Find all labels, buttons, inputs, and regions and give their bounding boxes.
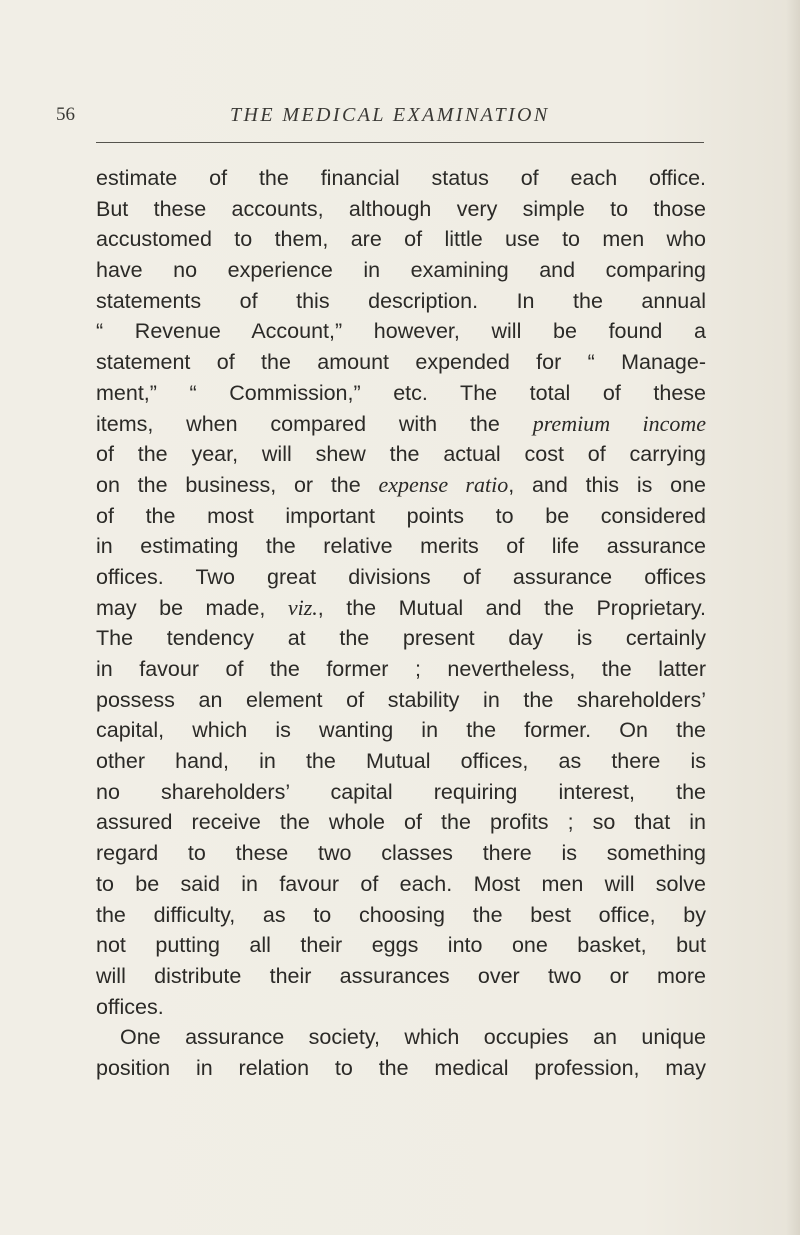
text-line: statements of this description. In the annual: [96, 288, 706, 313]
text-line: of the most important points to be considered: [96, 503, 706, 528]
running-title: THE MEDICAL EXAMINATION: [230, 104, 550, 126]
header-rule: [96, 142, 704, 143]
text-run: on the business, or the: [96, 472, 379, 497]
text-line: to be said in favour of each. Most men will solve: [96, 871, 706, 896]
text-line: will distribute their assurances over two or more: [96, 963, 706, 988]
italic-term: expense ratio: [378, 471, 509, 497]
italic-term: premium income: [532, 410, 706, 436]
text-line: have no experience in examining and comparing: [96, 258, 706, 283]
text-line: not putting all their eggs into one basket, but: [96, 933, 706, 958]
body-text: [96, 163, 706, 1084]
text-line: position in relation to the medical profession, may: [96, 1055, 706, 1080]
text-line: “ Revenue Account,” however, will be found a: [96, 319, 706, 344]
text-line: offices.: [96, 994, 164, 1019]
text-line: capital, which is wanting in the former. On the: [96, 718, 706, 743]
text-line: [96, 409, 706, 440]
page-edge-shadow: [786, 0, 800, 1235]
text-line: The tendency at the present day is certainly: [96, 626, 706, 651]
italic-term: viz.: [287, 594, 318, 620]
text-line: the difficulty, as to choosing the best office, by: [96, 902, 706, 927]
text-line: no shareholders’ capital requiring interest, the: [96, 779, 706, 804]
text-line: of the year, will shew the actual cost of carrying: [96, 442, 706, 467]
text-run: may be made,: [96, 595, 288, 620]
text-run: items, when compared with the: [96, 411, 533, 436]
text-line: assured receive the whole of the profits ; so that in: [96, 810, 706, 835]
text-line: offices. Two great divisions of assurance offices: [96, 564, 706, 589]
paragraph-start-line: One assurance society, which occupies an unique: [120, 1025, 706, 1050]
text-line: regard to these two classes there is something: [96, 841, 706, 866]
text-line: [96, 593, 706, 624]
text-line: statement of the amount expended for “ Manage-: [96, 350, 706, 375]
page-number: 56: [56, 104, 75, 125]
text-line: accustomed to them, are of little use to men who: [96, 227, 706, 252]
running-head: [56, 104, 716, 134]
text-line: ment,” “ Commission,” etc. The total of these: [96, 380, 706, 405]
text-line: in estimating the relative merits of life assurance: [96, 534, 706, 559]
text-line: other hand, in the Mutual offices, as there is: [96, 749, 706, 774]
text-run: , and this is one: [508, 472, 706, 497]
text-line: [96, 470, 706, 501]
text-line: But these accounts, although very simple to those: [96, 196, 706, 221]
text-line: estimate of the financial status of each office.: [96, 166, 706, 190]
text-run: , the Mutual and the Proprietary.: [317, 595, 706, 620]
text-line: possess an element of stability in the shareholders’: [96, 687, 706, 712]
text-line: in favour of the former ; nevertheless, the latter: [96, 657, 706, 681]
